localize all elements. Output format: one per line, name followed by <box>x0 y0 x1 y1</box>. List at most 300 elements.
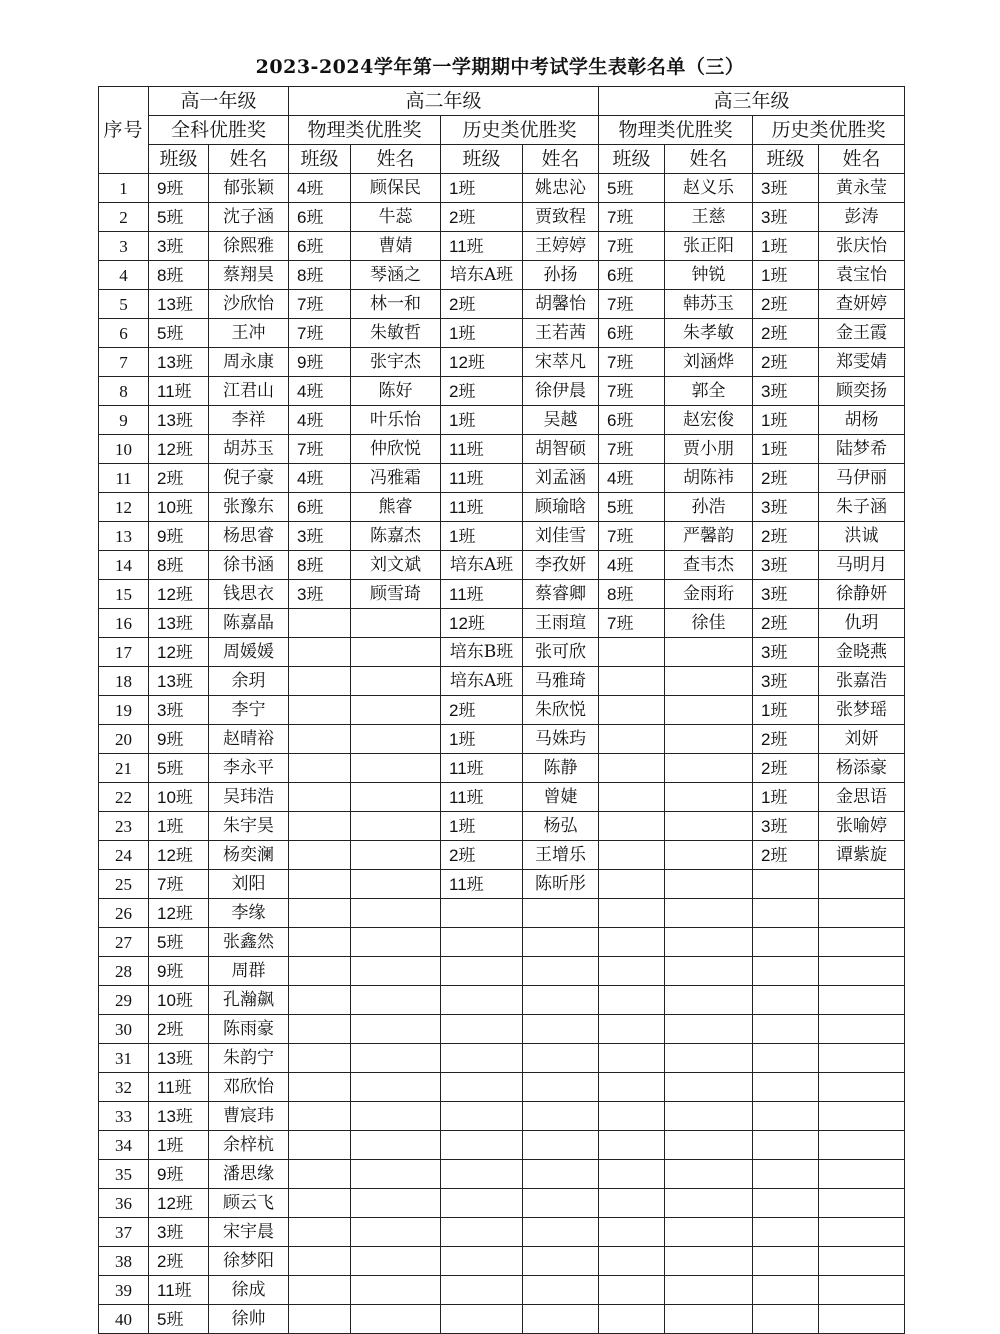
g1-all-class: 5班 <box>149 928 209 957</box>
g2-history-name <box>523 1247 599 1276</box>
g2-history-name <box>523 1218 599 1247</box>
page-title: 2023-2024学年第一学期期中考试学生表彰名单（三） <box>255 56 745 78</box>
seq-cell: 34 <box>99 1131 149 1160</box>
g1-all-name: 曹宸玮 <box>209 1102 289 1131</box>
g3-history-class <box>753 1305 819 1334</box>
g3-history-class: 1班 <box>753 783 819 812</box>
g2-physics-class: 4班 <box>289 377 351 406</box>
table-row <box>99 435 905 464</box>
g2-history-class <box>441 1015 523 1044</box>
g3-physics-class <box>599 783 665 812</box>
class-header: 班级 <box>289 145 351 174</box>
g3-physics-class <box>599 1044 665 1073</box>
seq-cell: 7 <box>99 348 149 377</box>
table-row <box>99 812 905 841</box>
g2-physics-name: 曹婧 <box>351 232 441 261</box>
table-row <box>99 464 905 493</box>
g2-history-class: 11班 <box>441 435 523 464</box>
g2-history-name <box>523 1276 599 1305</box>
g2-history-class: 11班 <box>441 464 523 493</box>
g2-physics-name: 琴涵之 <box>351 261 441 290</box>
g3-history-class: 3班 <box>753 580 819 609</box>
g3-history-class <box>753 1160 819 1189</box>
g2-physics-name <box>351 609 441 638</box>
g2-physics-class: 3班 <box>289 522 351 551</box>
g3-history-name: 杨添豪 <box>819 754 905 783</box>
g2-physics-class: 7班 <box>289 435 351 464</box>
g2-history-name: 张可欣 <box>523 638 599 667</box>
g3-history-name <box>819 1044 905 1073</box>
table-row <box>99 986 905 1015</box>
seq-cell: 27 <box>99 928 149 957</box>
award-header-g3-physics: 物理类优胜奖 <box>599 116 753 145</box>
seq-cell: 36 <box>99 1189 149 1218</box>
g3-physics-class: 7班 <box>599 377 665 406</box>
g1-all-name: 陈雨豪 <box>209 1015 289 1044</box>
g2-history-class <box>441 1305 523 1334</box>
g3-history-name: 袁宝怡 <box>819 261 905 290</box>
g1-all-class: 5班 <box>149 1305 209 1334</box>
g2-physics-name: 朱敏哲 <box>351 319 441 348</box>
g3-physics-class: 7班 <box>599 203 665 232</box>
g3-physics-name: 胡陈袆 <box>665 464 753 493</box>
g1-all-class: 11班 <box>149 1276 209 1305</box>
g1-all-name: 张豫东 <box>209 493 289 522</box>
g2-history-name: 王若茜 <box>523 319 599 348</box>
award-header-row <box>99 116 905 145</box>
g3-history-name <box>819 1305 905 1334</box>
g2-history-class: 12班 <box>441 348 523 377</box>
g1-all-name: 余梓杭 <box>209 1131 289 1160</box>
table-row <box>99 232 905 261</box>
g3-physics-class <box>599 1160 665 1189</box>
g1-all-name: 朱韵宁 <box>209 1044 289 1073</box>
g2-history-class: 1班 <box>441 812 523 841</box>
g2-history-class: 2班 <box>441 377 523 406</box>
g3-history-class <box>753 1102 819 1131</box>
g3-physics-class <box>599 1218 665 1247</box>
g1-all-name: 杨奕澜 <box>209 841 289 870</box>
g3-history-class: 3班 <box>753 203 819 232</box>
seq-cell: 15 <box>99 580 149 609</box>
g2-physics-class <box>289 957 351 986</box>
g3-history-class: 2班 <box>753 754 819 783</box>
g2-physics-name <box>351 986 441 1015</box>
g3-history-class: 3班 <box>753 638 819 667</box>
g1-all-name: 钱思衣 <box>209 580 289 609</box>
g1-all-name: 孔瀚飙 <box>209 986 289 1015</box>
g2-history-name: 杨弘 <box>523 812 599 841</box>
g2-history-name: 孙扬 <box>523 261 599 290</box>
g3-history-name <box>819 899 905 928</box>
g1-all-class: 13班 <box>149 609 209 638</box>
g3-history-name <box>819 928 905 957</box>
seq-cell: 1 <box>99 174 149 203</box>
g3-history-name <box>819 1015 905 1044</box>
g3-history-name: 黄永莹 <box>819 174 905 203</box>
g3-physics-name: 刘涵烨 <box>665 348 753 377</box>
g2-history-class <box>441 1131 523 1160</box>
g2-physics-name <box>351 870 441 899</box>
g3-history-class <box>753 1276 819 1305</box>
g3-physics-name: 徐佳 <box>665 609 753 638</box>
g1-all-class: 5班 <box>149 319 209 348</box>
g1-all-class: 10班 <box>149 493 209 522</box>
g1-all-class: 9班 <box>149 1160 209 1189</box>
g2-physics-class <box>289 1189 351 1218</box>
table-row <box>99 783 905 812</box>
g1-all-name: 李缘 <box>209 899 289 928</box>
g3-physics-name <box>665 754 753 783</box>
g3-history-class <box>753 1218 819 1247</box>
g2-history-class: 2班 <box>441 841 523 870</box>
g1-all-class: 5班 <box>149 203 209 232</box>
class-header: 班级 <box>441 145 523 174</box>
name-header: 姓名 <box>819 145 905 174</box>
table-row <box>99 406 905 435</box>
g2-history-name: 顾瑜晗 <box>523 493 599 522</box>
g3-history-name <box>819 1131 905 1160</box>
g3-physics-class <box>599 754 665 783</box>
g3-physics-name <box>665 1218 753 1247</box>
g2-physics-class: 6班 <box>289 493 351 522</box>
table-row <box>99 638 905 667</box>
g3-physics-name: 孙浩 <box>665 493 753 522</box>
g2-physics-class: 8班 <box>289 551 351 580</box>
table-row <box>99 754 905 783</box>
table-row <box>99 667 905 696</box>
g1-all-name: 徐书涵 <box>209 551 289 580</box>
g1-all-class: 13班 <box>149 667 209 696</box>
g1-all-class: 13班 <box>149 290 209 319</box>
g2-history-name: 胡馨怡 <box>523 290 599 319</box>
g2-physics-name <box>351 1218 441 1247</box>
g3-physics-name <box>665 696 753 725</box>
g2-physics-name <box>351 1276 441 1305</box>
g2-physics-class <box>289 1218 351 1247</box>
g2-physics-name: 熊睿 <box>351 493 441 522</box>
g3-physics-name <box>665 1044 753 1073</box>
g1-all-class: 7班 <box>149 870 209 899</box>
g3-history-name: 刘妍 <box>819 725 905 754</box>
g1-all-name: 周群 <box>209 957 289 986</box>
g3-history-name: 谭紫旋 <box>819 841 905 870</box>
g2-physics-class <box>289 1160 351 1189</box>
g3-physics-name <box>665 812 753 841</box>
g2-history-name: 王增乐 <box>523 841 599 870</box>
g3-history-name <box>819 1102 905 1131</box>
seq-cell: 13 <box>99 522 149 551</box>
seq-cell: 33 <box>99 1102 149 1131</box>
g2-physics-name: 仲欣悦 <box>351 435 441 464</box>
g3-history-name: 金晓燕 <box>819 638 905 667</box>
g3-history-name: 马伊丽 <box>819 464 905 493</box>
g2-history-class: 培东B班 <box>441 638 523 667</box>
g3-physics-name: 查韦杰 <box>665 551 753 580</box>
g3-history-class: 2班 <box>753 464 819 493</box>
g3-physics-name: 王慈 <box>665 203 753 232</box>
g3-physics-class <box>599 1015 665 1044</box>
g3-physics-name <box>665 899 753 928</box>
g2-physics-class <box>289 725 351 754</box>
g3-history-class <box>753 870 819 899</box>
g1-all-class: 5班 <box>149 754 209 783</box>
g2-history-name: 陈昕彤 <box>523 870 599 899</box>
table-row <box>99 348 905 377</box>
g3-physics-class: 5班 <box>599 174 665 203</box>
g3-physics-name <box>665 1305 753 1334</box>
name-header: 姓名 <box>351 145 441 174</box>
g1-all-class: 8班 <box>149 551 209 580</box>
g2-physics-name <box>351 899 441 928</box>
g1-all-class: 1班 <box>149 1131 209 1160</box>
table-row <box>99 1102 905 1131</box>
g3-history-class: 2班 <box>753 609 819 638</box>
g1-all-name: 江君山 <box>209 377 289 406</box>
g3-history-name <box>819 1073 905 1102</box>
g2-history-name <box>523 928 599 957</box>
g1-all-name: 李宁 <box>209 696 289 725</box>
g3-physics-class: 4班 <box>599 551 665 580</box>
g3-physics-name <box>665 1247 753 1276</box>
g2-physics-class <box>289 812 351 841</box>
g1-all-name: 徐帅 <box>209 1305 289 1334</box>
seq-cell: 35 <box>99 1160 149 1189</box>
g2-physics-class: 6班 <box>289 203 351 232</box>
g1-all-class: 3班 <box>149 232 209 261</box>
table-row <box>99 261 905 290</box>
table-row <box>99 899 905 928</box>
g3-history-class: 3班 <box>753 493 819 522</box>
table-row <box>99 1073 905 1102</box>
g3-physics-name <box>665 841 753 870</box>
grade-2-header: 高二年级 <box>289 87 599 116</box>
g3-physics-name <box>665 667 753 696</box>
g3-physics-class <box>599 870 665 899</box>
g3-history-class: 2班 <box>753 725 819 754</box>
table-row <box>99 174 905 203</box>
g3-history-name <box>819 957 905 986</box>
g1-all-class: 11班 <box>149 377 209 406</box>
g2-history-class: 1班 <box>441 725 523 754</box>
g2-physics-class: 4班 <box>289 174 351 203</box>
g3-physics-class: 4班 <box>599 464 665 493</box>
g3-history-name <box>819 1218 905 1247</box>
g3-physics-class <box>599 957 665 986</box>
seq-cell: 31 <box>99 1044 149 1073</box>
g2-physics-name <box>351 1044 441 1073</box>
name-header: 姓名 <box>209 145 289 174</box>
g1-all-class: 13班 <box>149 1102 209 1131</box>
g2-physics-name <box>351 957 441 986</box>
g1-all-name: 赵晴裕 <box>209 725 289 754</box>
g3-physics-name: 金雨珩 <box>665 580 753 609</box>
g3-history-class: 2班 <box>753 290 819 319</box>
g2-history-class <box>441 899 523 928</box>
g2-physics-name: 叶乐怡 <box>351 406 441 435</box>
table-row <box>99 290 905 319</box>
g2-physics-class <box>289 1102 351 1131</box>
g3-physics-name <box>665 1131 753 1160</box>
g1-all-class: 13班 <box>149 348 209 377</box>
grade-3-header: 高三年级 <box>599 87 905 116</box>
table-row <box>99 1218 905 1247</box>
g2-physics-class: 6班 <box>289 232 351 261</box>
award-header-g1-all: 全科优胜奖 <box>149 116 289 145</box>
g1-all-class: 2班 <box>149 1247 209 1276</box>
g3-physics-name <box>665 638 753 667</box>
g2-physics-class: 7班 <box>289 319 351 348</box>
g1-all-name: 邓欣怡 <box>209 1073 289 1102</box>
g2-physics-name <box>351 754 441 783</box>
g2-history-class: 培东A班 <box>441 551 523 580</box>
g2-physics-class <box>289 986 351 1015</box>
g2-physics-class: 8班 <box>289 261 351 290</box>
seq-cell: 23 <box>99 812 149 841</box>
class-header: 班级 <box>149 145 209 174</box>
g2-history-class <box>441 1160 523 1189</box>
g1-all-name: 陈嘉晶 <box>209 609 289 638</box>
g3-physics-class: 7班 <box>599 290 665 319</box>
g1-all-name: 沙欣怡 <box>209 290 289 319</box>
g3-history-name: 张梦瑶 <box>819 696 905 725</box>
g2-physics-class <box>289 1073 351 1102</box>
grade-header-row <box>99 87 905 116</box>
g3-physics-class <box>599 1131 665 1160</box>
award-table <box>98 86 905 1334</box>
seq-cell: 26 <box>99 899 149 928</box>
g3-physics-class <box>599 928 665 957</box>
g3-history-class: 3班 <box>753 377 819 406</box>
g3-physics-name: 郭全 <box>665 377 753 406</box>
seq-cell: 28 <box>99 957 149 986</box>
g2-physics-class <box>289 1044 351 1073</box>
g3-physics-class <box>599 1247 665 1276</box>
g2-history-name <box>523 1015 599 1044</box>
g3-physics-class <box>599 1102 665 1131</box>
g3-history-class: 3班 <box>753 667 819 696</box>
table-row <box>99 609 905 638</box>
table-row <box>99 1305 905 1334</box>
g3-physics-class: 6班 <box>599 261 665 290</box>
g3-history-name: 张庆怡 <box>819 232 905 261</box>
g3-physics-class: 7班 <box>599 348 665 377</box>
g1-all-name: 宋宇晨 <box>209 1218 289 1247</box>
g2-physics-class <box>289 870 351 899</box>
g1-all-name: 刘阳 <box>209 870 289 899</box>
g3-history-class: 3班 <box>753 551 819 580</box>
g2-history-name: 马姝玙 <box>523 725 599 754</box>
g3-physics-name: 严馨韵 <box>665 522 753 551</box>
g1-all-class: 9班 <box>149 725 209 754</box>
g1-all-name: 潘思缘 <box>209 1160 289 1189</box>
g2-physics-class <box>289 1276 351 1305</box>
seq-cell: 21 <box>99 754 149 783</box>
g1-all-name: 李永平 <box>209 754 289 783</box>
g2-history-name: 李孜妍 <box>523 551 599 580</box>
g2-history-name: 朱欣悦 <box>523 696 599 725</box>
g2-physics-name <box>351 696 441 725</box>
g2-history-class: 11班 <box>441 493 523 522</box>
table-row <box>99 319 905 348</box>
seq-cell: 30 <box>99 1015 149 1044</box>
g1-all-class: 9班 <box>149 522 209 551</box>
g2-history-class: 11班 <box>441 783 523 812</box>
g3-physics-name: 张正阳 <box>665 232 753 261</box>
g1-all-name: 余玥 <box>209 667 289 696</box>
g3-history-name: 顾奕扬 <box>819 377 905 406</box>
g2-physics-name <box>351 1015 441 1044</box>
seq-cell: 17 <box>99 638 149 667</box>
award-header-g3-history: 历史类优胜奖 <box>753 116 905 145</box>
g3-history-name <box>819 1247 905 1276</box>
seq-cell: 24 <box>99 841 149 870</box>
g1-all-name: 徐熙雅 <box>209 232 289 261</box>
seq-cell: 39 <box>99 1276 149 1305</box>
g2-physics-name <box>351 1102 441 1131</box>
g1-all-name: 张鑫然 <box>209 928 289 957</box>
g3-history-name <box>819 1160 905 1189</box>
g2-physics-name <box>351 783 441 812</box>
g2-physics-name <box>351 1305 441 1334</box>
g3-physics-name <box>665 1160 753 1189</box>
g3-physics-name <box>665 1015 753 1044</box>
g2-physics-class: 4班 <box>289 406 351 435</box>
g3-physics-class: 6班 <box>599 406 665 435</box>
seq-cell: 37 <box>99 1218 149 1247</box>
table-row <box>99 841 905 870</box>
g1-all-class: 12班 <box>149 899 209 928</box>
g3-history-class: 1班 <box>753 261 819 290</box>
table-row <box>99 1044 905 1073</box>
g2-history-name <box>523 1305 599 1334</box>
seq-cell: 10 <box>99 435 149 464</box>
grade-1-header: 高一年级 <box>149 87 289 116</box>
seq-cell: 11 <box>99 464 149 493</box>
g2-history-name: 王雨瑄 <box>523 609 599 638</box>
g3-history-class <box>753 957 819 986</box>
seq-cell: 16 <box>99 609 149 638</box>
g3-history-class: 1班 <box>753 232 819 261</box>
g3-physics-name <box>665 957 753 986</box>
g2-physics-name <box>351 667 441 696</box>
g2-history-name: 马雅琦 <box>523 667 599 696</box>
g1-all-class: 10班 <box>149 783 209 812</box>
seq-cell: 32 <box>99 1073 149 1102</box>
g2-history-class: 1班 <box>441 319 523 348</box>
g2-history-class: 培东A班 <box>441 261 523 290</box>
g1-all-name: 王冲 <box>209 319 289 348</box>
g2-history-class <box>441 1276 523 1305</box>
g3-physics-class <box>599 1276 665 1305</box>
g3-history-name <box>819 1276 905 1305</box>
table-row <box>99 696 905 725</box>
g3-physics-class: 8班 <box>599 580 665 609</box>
g3-history-class: 1班 <box>753 435 819 464</box>
g2-physics-class: 9班 <box>289 348 351 377</box>
g2-history-class <box>441 1044 523 1073</box>
g1-all-class: 9班 <box>149 174 209 203</box>
seq-cell: 19 <box>99 696 149 725</box>
g2-history-name: 吴越 <box>523 406 599 435</box>
g2-history-class <box>441 957 523 986</box>
seq-cell: 3 <box>99 232 149 261</box>
g2-history-class: 2班 <box>441 203 523 232</box>
g3-history-name: 金王霞 <box>819 319 905 348</box>
g3-physics-class: 7班 <box>599 435 665 464</box>
seq-cell: 25 <box>99 870 149 899</box>
g3-history-class <box>753 1015 819 1044</box>
